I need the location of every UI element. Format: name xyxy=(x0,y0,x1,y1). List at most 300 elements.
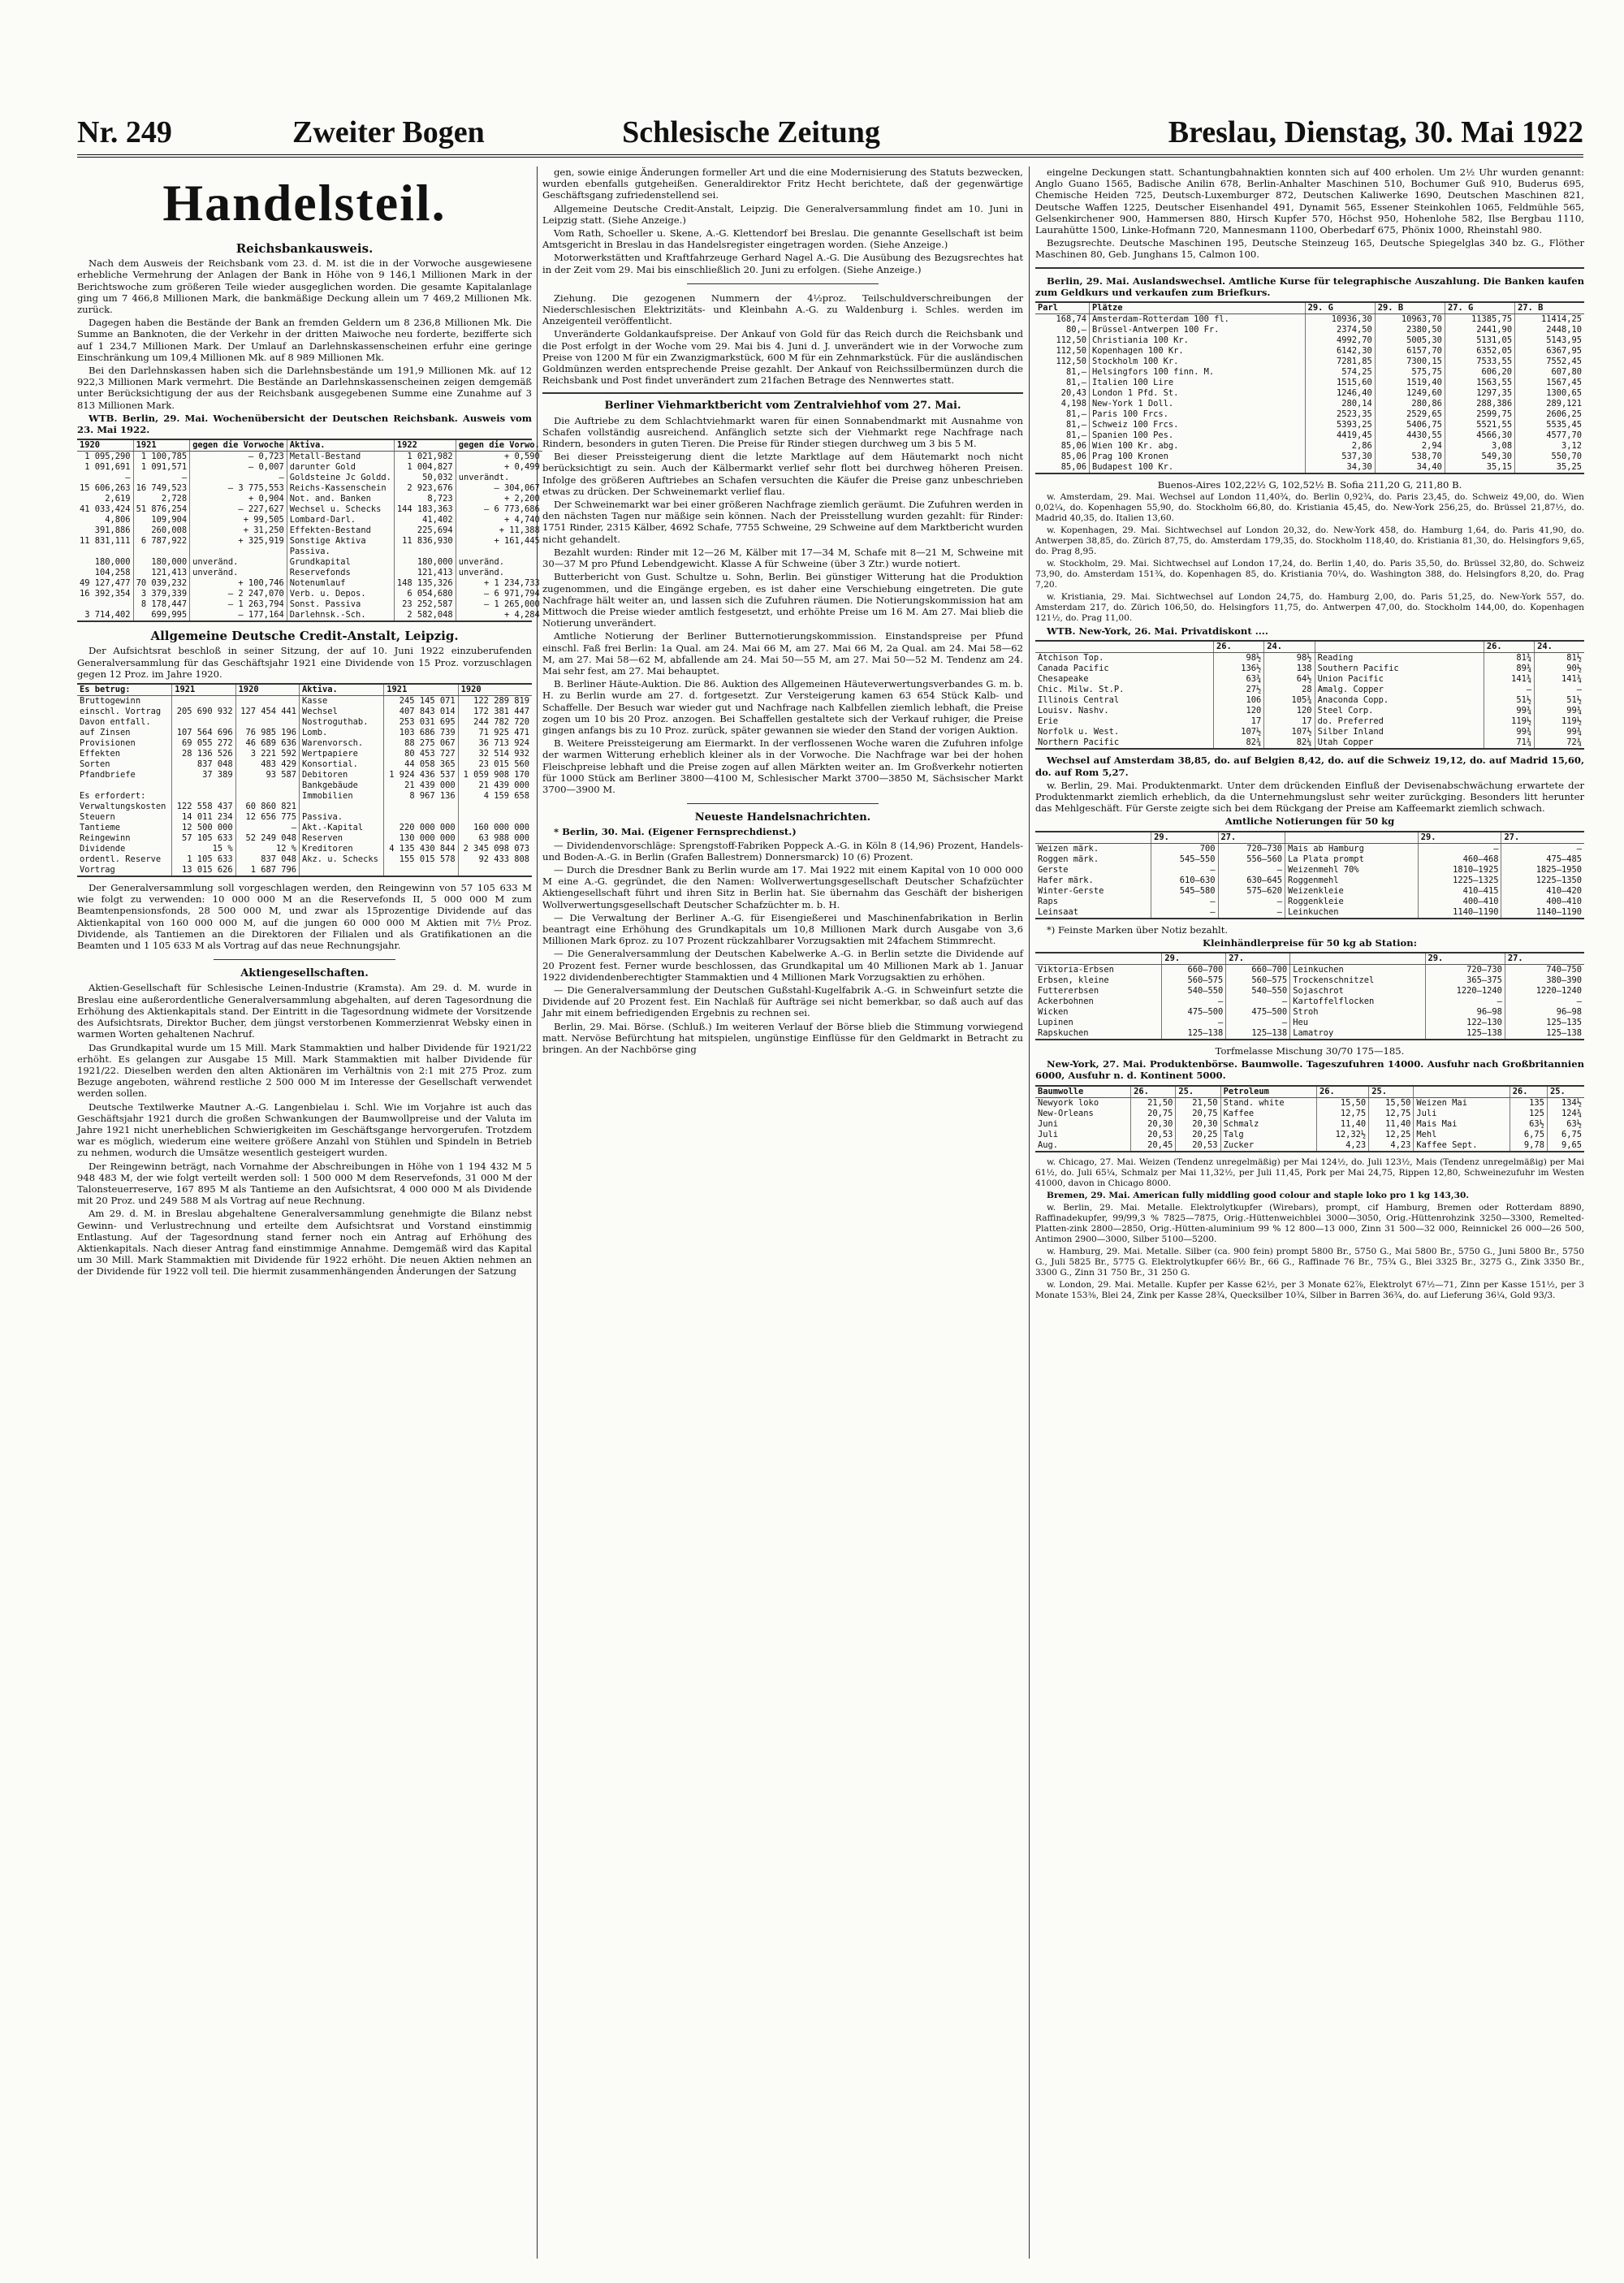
table-cell: + 100,746 xyxy=(190,578,287,589)
table-cell: Sonstige Aktiva xyxy=(287,536,394,547)
table-cell: 104,258 xyxy=(94,568,131,578)
table-cell: 12 500 000 xyxy=(172,823,235,833)
market-paragraph: w. Berlin, 29. Mai. Metalle. Elektrolytkupfer (Wirebars), prompt, cif Hamburg, Bremen oder Rotterdam 8890, Raffinadekupfer, 99/99,3 % 7825—7875, Orig.-Hüttenweichblei 3000—3050, Orig.-Hüttenrohzink 3250—3300, Remelted-Platten-zink 2800—2850, Orig.-Hütten-aluminium 99 % 12 800—13 000, Zinn 31 500—32 000, Reinnickel 26 000—26 500, Antimon 2900—3000, Silber 5100—5200. xyxy=(1035,1202,1584,1244)
table-cell: 5535,45 xyxy=(1515,420,1584,430)
table-cell: Warenvorsch. xyxy=(300,738,384,749)
table-row xyxy=(1035,986,1584,997)
table-cell: 124¾ xyxy=(1547,1109,1584,1119)
table-cell: 60 860 821 xyxy=(235,802,299,812)
table-cell: 71 925 471 xyxy=(458,728,532,738)
table-cell: Norfolk u. West. xyxy=(1038,727,1120,737)
table-cell: Stand. white xyxy=(1220,1097,1316,1109)
table-row xyxy=(1035,674,1584,685)
table-cell xyxy=(384,812,458,823)
table-cell: 99¾ xyxy=(1484,727,1534,737)
table-cell: 63¾ xyxy=(1213,674,1263,685)
table-header-row xyxy=(77,685,532,696)
table-cell: Budapest 100 Kr. xyxy=(1090,462,1306,473)
table-row xyxy=(1035,388,1584,399)
table-cell: 16 749,523 xyxy=(133,483,190,494)
table-cell: 1 095,290 xyxy=(84,452,131,462)
table-cell: Silber Inland xyxy=(1315,727,1484,737)
table-cell: 141¾ xyxy=(1484,674,1534,685)
table-cell: — xyxy=(133,473,190,483)
table-cell: 12 656 775 xyxy=(235,812,299,823)
table-cell: 125—135 xyxy=(1505,1018,1584,1028)
table-header-cell: 1921 xyxy=(133,440,190,452)
table-cell: 2523,35 xyxy=(1305,409,1375,420)
table-cell: 3 221 592 xyxy=(235,749,299,759)
bezugsrechte-paragraph: Bezugsrechte. Deutsche Maschinen 195, Deutsche Steinzeug 165, Deutsche Spiegelglas 340 bz. G., Flöther Maschinen 80, Geb. Junghans 15, Calmon 100. xyxy=(1035,237,1584,261)
table-cell: 85,06 xyxy=(1060,462,1087,473)
credit-heading: Allgemeine Deutsche Credit-Anstalt, Leipzig. xyxy=(150,629,459,644)
table-cell xyxy=(384,802,458,812)
table-cell: 407 843 014 xyxy=(384,707,458,717)
table-row xyxy=(1035,965,1584,976)
table-cell: + 0,499 xyxy=(456,462,542,473)
table-cell xyxy=(172,696,235,707)
table-cell: 36 713 924 xyxy=(458,738,532,749)
table-cell: 21 439 000 xyxy=(384,780,458,791)
table-cell: Weizen märk. xyxy=(1038,843,1099,854)
table-cell: 410—420 xyxy=(1501,886,1584,897)
table-cell: 6,75 xyxy=(1547,1130,1584,1140)
table-cell: 6,75 xyxy=(1510,1130,1547,1140)
table-cell xyxy=(458,865,532,876)
table-header-row xyxy=(1035,642,1584,653)
table-row xyxy=(1035,876,1584,886)
table-cell: — xyxy=(235,823,299,833)
table-cell: Newyork loko xyxy=(1038,1097,1099,1108)
table-cell: 4,806 xyxy=(105,515,131,525)
table-cell: 122—130 xyxy=(1425,1018,1505,1028)
table-cell: 90½ xyxy=(1535,664,1584,674)
table-cell: 109,904 xyxy=(133,515,190,525)
table-header-cell xyxy=(1035,953,1162,965)
separator xyxy=(542,392,1023,394)
table-row xyxy=(1035,1018,1584,1028)
table-header-cell: gegen die Vorwoche xyxy=(190,440,287,452)
table-cell xyxy=(172,780,235,791)
table-cell: + 1 234,733 xyxy=(456,578,542,589)
table-cell: Not. and. Banken xyxy=(287,494,394,504)
viehmarkt-paragraph: Bezahlt wurden: Rinder mit 12—26 M, Kälber mit 17—34 M, Schafe mit 8—21 M, Schweine mit 30—37 M pro Pfund Lebendgewicht. Klasse A für Schweine (über 3 Ztr.) wurde notiert. xyxy=(542,546,1023,570)
table-cell: 2 923,676 xyxy=(394,483,456,494)
table-cell: Zucker xyxy=(1220,1140,1316,1151)
table-cell: — xyxy=(125,473,131,483)
table-cell: 134½ xyxy=(1547,1097,1584,1109)
eier-paragraph: B. Weitere Preissteigerung am Eiermarkt. In der verflossenen Woche waren die Zufuhren infolge der warmen Witterung erheblich kleiner als in der Vorwoche. Die Nachfrage war bei der hohen Fleischpreise lebhaft und die Preise zogen auf allen Märkten weiter an. Im Großverkehr notierten für 1000 Stück am Berliner 3800—4100 M, Schlesischer Markt 3700—3850 M, Sächsischer Markt 3700—3900 M. xyxy=(542,737,1023,795)
table-cell: 28 xyxy=(1264,685,1315,695)
table-cell: Verwaltungskosten xyxy=(80,802,166,812)
market-paragraph: w. London, 29. Mai. Metalle. Kupfer per Kasse 62½, per 3 Monate 62⅞, Elektrolyt 67½—71, Zinn per Kasse 151½, per 3 Monate 153⅜, Blei 24, Zink per Kasse 28¾, Quecksilber 10¾, Silber in Barren 36¾, do. auf Lieferung 36¼, Gold 93/3. xyxy=(1035,1279,1584,1300)
table-cell: 475—485 xyxy=(1501,854,1584,865)
table-cell: Raps xyxy=(1038,896,1059,906)
table-cell: 720—730 xyxy=(1425,965,1505,976)
table-cell: Schweiz 100 Frcs. xyxy=(1090,420,1306,430)
table-header-cell: Es betrug: xyxy=(77,685,172,696)
table-row xyxy=(77,780,532,791)
table-cell: 81¾ xyxy=(1484,653,1534,664)
table-cell: Union Pacific xyxy=(1315,674,1484,685)
table-cell: — xyxy=(1151,865,1218,876)
table-row xyxy=(1035,1007,1584,1018)
table-cell: 540—550 xyxy=(1162,986,1226,997)
viehmarkt-paragraph: Der Schweinemarkt war bei einer größeren Nachfrage ziemlich geräumt. Die Zufuhren werden in den nächsten Tagen nur mäßige sein können. Nach der Preisstellung wurden gezahlt: für Rinder: 1751 Rinder, 2315 Kälber, 4692 Schafe, 7755 Schweine, 29 Schweine auf dem Marktbericht wurden nicht gehandelt. xyxy=(542,499,1023,545)
table-cell: Futtererbsen xyxy=(1038,986,1099,997)
table-cell: — xyxy=(1151,907,1218,918)
table-row xyxy=(77,854,532,865)
table-cell: 4,198 xyxy=(1060,399,1087,409)
table-cell: 220 000 000 xyxy=(384,823,458,833)
table-cell: 107½ xyxy=(1213,727,1263,737)
table-cell: Weizenkleie xyxy=(1285,886,1418,897)
table-cell: 125 xyxy=(1510,1109,1547,1119)
table-header-cell: Parl xyxy=(1035,303,1090,314)
table-cell: 574,25 xyxy=(1305,367,1375,378)
table-row xyxy=(77,770,532,780)
table-cell: 23 015 560 xyxy=(458,759,532,770)
newyork-wechsel: Wechsel auf Amsterdam 38,85, do. auf Belgien 8,42, do. auf die Schweiz 19,12, do. auf Madrid 15,60, do. auf Rom 5,27. xyxy=(1035,755,1584,778)
table-cell: 4,23 xyxy=(1316,1140,1368,1151)
table-cell: 125—138 xyxy=(1226,1028,1290,1039)
table-cell: — 0,723 xyxy=(190,452,287,463)
table-row xyxy=(77,833,532,844)
table-row xyxy=(1035,346,1584,357)
table-row xyxy=(77,589,542,599)
table-cell: + 4,284 xyxy=(456,610,542,620)
column-1 xyxy=(77,166,540,2259)
table-cell: 37 389 xyxy=(172,770,235,780)
table-cell: 1567,45 xyxy=(1515,378,1584,388)
table-cell: Schmalz xyxy=(1220,1119,1316,1130)
table-header-cell: Baumwolle xyxy=(1035,1087,1131,1098)
table-header-cell: 27. G xyxy=(1445,303,1514,314)
table-cell: 2,94 xyxy=(1375,441,1445,452)
table-cell: 51½ xyxy=(1535,695,1584,706)
newyork-heading: WTB. New-York, 26. Mai. Privatdiskont .... xyxy=(1047,625,1268,638)
newyork-table xyxy=(1035,642,1584,748)
table-cell: 12,75 xyxy=(1316,1109,1368,1119)
table-cell: unveränd. xyxy=(456,568,542,578)
table-header-cell: 1921 xyxy=(172,685,235,696)
table-cell: Heu xyxy=(1290,1018,1425,1028)
table-cell: Kaffee xyxy=(1220,1109,1316,1119)
table-cell: 244 782 720 xyxy=(458,717,532,728)
table-cell: 119½ xyxy=(1535,716,1584,727)
table-header-cell: Plätze xyxy=(1090,303,1306,314)
table-cell: Wicken xyxy=(1038,1007,1069,1018)
table-cell: 720—730 xyxy=(1218,843,1285,854)
table-row xyxy=(1035,462,1584,473)
table-cell xyxy=(235,696,299,707)
table-cell: 11414,25 xyxy=(1515,314,1584,326)
table-row xyxy=(77,547,542,557)
table-header-row xyxy=(1035,953,1584,965)
table-cell: Es erfordert: xyxy=(80,791,146,802)
auslandswechsel-table xyxy=(1035,303,1584,473)
table-cell: — xyxy=(1162,997,1226,1007)
table-cell: Verb. u. Depos. xyxy=(287,589,394,599)
fx-paragraph: w. Kopenhagen, 29. Mai. Sichtwechsel auf London 20,32, do. New-York 458, do. Hamburg 1,64, do. Paris 41,90, do. Antwerpen 38,85, do. Zürich 87,75, do. Amsterdam 179,35, do. Stockholm 118,40, do. Kristiania 81,30, do. Helsingfors 9,65, do. Prag 8,95. xyxy=(1035,525,1584,557)
aktien-heading: Aktiengesellschaften. xyxy=(240,967,369,980)
table-cell: Tantieme xyxy=(80,823,121,833)
table-cell: 70 039,232 xyxy=(133,578,190,589)
table-cell: 289,121 xyxy=(1515,399,1584,409)
table-cell: — xyxy=(1162,1018,1226,1028)
table-cell: 1220—1240 xyxy=(1505,986,1584,997)
table-cell: Mais ab Hamburg xyxy=(1285,843,1418,854)
notierungen-heading: Amtliche Notierungen für 50 kg xyxy=(1224,815,1395,828)
table-cell: 35,15 xyxy=(1445,462,1514,473)
table-row xyxy=(1035,865,1584,876)
table-cell: 610—630 xyxy=(1151,876,1218,886)
table-header-cell: 29. xyxy=(1162,953,1226,965)
table-row xyxy=(1035,1028,1584,1039)
reichsbank-paragraph: Dagegen haben die Bestände der Bank an fremden Geldern um 8 236,8 Millionen Mk. Die Summe an Banknoten, die der Verkehr in der dritten Maiwoche neu forderte, bezifferte sich auf 1 234,7 Millionen Mark. Der Umlauf an Darlehnskassenscheinen erfuhr eine geringe Einschränkung um 109,4 Millionen Mk. auf 8 989 Millionen Mk. xyxy=(77,317,532,363)
table-cell: 34,40 xyxy=(1375,462,1445,473)
table-cell: 20,30 xyxy=(1176,1119,1220,1130)
table-cell: Juni xyxy=(1038,1118,1059,1129)
market-paragraph: Bremen, 29. Mai. American fully middling good colour and staple loko pro 1 kg 143,30. xyxy=(1047,1190,1470,1200)
table-cell: 475—500 xyxy=(1226,1007,1290,1018)
news-paragraph: Allgemeine Deutsche Credit-Anstalt, Leipzig. Die Generalversammlung findet am 10. Juni in Leipzig statt. (Siehe Anzeige.) xyxy=(542,202,1023,226)
table-row xyxy=(1035,897,1584,907)
table-cell: 1 924 436 537 xyxy=(384,770,458,780)
table-cell: 112,50 xyxy=(1056,346,1087,357)
table-cell: 6 787,922 xyxy=(133,536,190,547)
table-cell: 112,50 xyxy=(1056,335,1087,346)
table-cell: 12,32½ xyxy=(1316,1130,1368,1140)
table-cell: Metall-Bestand xyxy=(287,452,394,463)
table-row xyxy=(1035,409,1584,420)
table-cell: Lomb. xyxy=(300,728,384,738)
table-cell: 11385,75 xyxy=(1445,314,1514,326)
market-paragraph: w. Hamburg, 29. Mai. Metalle. Silber (ca. 900 fein) prompt 5800 Br., 5750 G., Mai 5800 Br., 5750 G., Juni 5800 Br., 5750 G., Juli 5825 Br., 5775 G. Elektrolytkupfer 66½ Br., 66 G., Raffinade 76 Br., 75¾ G., Blei 3325 Br., 3275 G., Zink 3350 Br., 3300 G., Zinn 31 750 Br., 31 250 G. xyxy=(1035,1246,1584,1278)
table-cell: 11 831,111 xyxy=(80,536,131,547)
table-cell: — 0,007 xyxy=(190,462,287,473)
table-cell: + 0,904 xyxy=(190,494,287,504)
table-row xyxy=(77,578,542,589)
table-cell: 560—575 xyxy=(1162,975,1226,986)
table-cell: Sorten xyxy=(80,759,110,770)
table-cell: 1563,55 xyxy=(1445,378,1514,388)
credit-table-box xyxy=(77,683,532,877)
table-cell: 5521,55 xyxy=(1445,420,1514,430)
table-cell: do. Preferred xyxy=(1315,716,1484,727)
table-cell: 545—550 xyxy=(1151,854,1218,865)
table-cell: 12,25 xyxy=(1369,1130,1414,1140)
table-cell: Passiva. xyxy=(300,812,384,823)
boerse-continued: eingelne Deckungen statt. Schantungbahnaktien konnten sich auf 400 erholen. Um 2½ Uhr wurden genannt: Anglo Guano 1565, Badische Anilin 678, Berlin-Anhalter Maschinen 510, Bochumer Guß 910, Buderus 695, Chemische Heiden 725, Deutsch-Luxemburger 872, Deutschen Kaliwerke 1690, Deutschen Maschinen 821, Deutsche Waffen 1225, Deutscher Eisenhandel 491, Dynamit 565, Essener Steinkohlen 1065, Feldmühle 565, Gelsenkirchener 900, Hammersen 880, Hirsch Kupfer 570, Höchst 950, Hohenlohe 582, Ilse Bergbau 1110, Laurahütte 1500, Linke-Hofmann 720, Mannesmann 1100, Oberbedarf 675, Phönix 1000, Rheinstahl 980. xyxy=(1035,166,1584,236)
table-cell: Juli xyxy=(1414,1109,1510,1119)
table-row xyxy=(1035,695,1584,706)
table-cell: 107½ xyxy=(1264,727,1315,737)
table-cell: Amsterdam-Rotterdam 100 fl. xyxy=(1090,314,1306,326)
newyork-table-box xyxy=(1035,640,1584,750)
table-cell: 12,75 xyxy=(1369,1109,1414,1119)
feinste-note: *) Feinste Marken über Notiz bezahlt. xyxy=(1047,923,1229,936)
credit-paragraph-2: Der Generalversammlung soll vorgeschlagen werden, den Reingewinn von 57 105 633 M wie folgt zu verwenden: 10 000 000 M an die Reservefonds II, 5 000 000 M zum Beamtenpensionsfonds, 28 500 000 M, und zwar als 15prozentige Dividende auf das Aktienkapital von 160 000 000 M, auf die jungen 60 000 000 M Aktien mit 7½ Proz. Dividende, als Tantiemen an die Direktoren der Filialen und als Gratifikationen an die Beamten und 1 105 633 M als Vortrag auf das neue Rechnungsjahr. xyxy=(77,882,532,952)
table-cell: Anaconda Copp. xyxy=(1315,695,1484,706)
table-row xyxy=(1035,843,1584,854)
table-cell: Dividende xyxy=(80,844,126,854)
neueste-paragraph: — Die Verwaltung der Berliner A.-G. für Eisengießerei und Maschinenfabrikation in Berlin beantragt eine Erhöhung des Grundkapitals um 10,8 Millionen Mark durch Ausgabe von 3,6 Millionen Mark 6proz. zu 107 Prozent rückzahlbarer Vorzugsaktien mit 24fachem Stimmrecht. xyxy=(542,911,1023,947)
table-cell: Grundkapital xyxy=(287,557,394,568)
table-row xyxy=(1035,399,1584,409)
table-row xyxy=(77,525,542,536)
separator xyxy=(687,803,879,804)
table-cell: 121,413 xyxy=(394,568,456,578)
neueste-subheading: * Berlin, 30. Mai. (Eigener Fernsprechdienst.) xyxy=(554,826,797,838)
produkten-paragraph: w. Berlin, 29. Mai. Produktenmarkt. Unter dem drückenden Einfluß der Devisenabschwächung erwartete der Produktenmarkt ziemlich erheblich, da die Unternehmungslust sehr weiter zurückging. Besonders litt herunter das Mehlgeschäft. Für Gerste zeigte sich bei dem Rückgang der Preise am Kaffeemarkt ziemlich schwach. xyxy=(1035,779,1584,815)
table-cell: 112,50 xyxy=(1056,357,1087,367)
table-header-row xyxy=(1035,832,1584,844)
table-cell: 2 345 098 073 xyxy=(458,844,532,854)
table-cell xyxy=(384,865,458,876)
table-cell: Kartoffelflocken xyxy=(1290,997,1425,1007)
table-cell: 76 985 196 xyxy=(235,728,299,738)
table-header-cell: 1922 xyxy=(394,440,456,452)
table-header-cell: 1921 xyxy=(384,685,458,696)
table-row xyxy=(77,610,542,620)
table-cell: 1249,60 xyxy=(1375,388,1445,399)
table-cell: 1 687 796 xyxy=(235,865,299,876)
news-paragraph: Ziehung. Die gezogenen Nummern der 4½proz. Teilschuldverschreibungen der Niederschlesischen Elektrizitäts- und Kleinbahn A.-G. zu Waldenburg i. Schles. werden im Anzeigenteil veröffentlicht. xyxy=(542,292,1023,327)
table-cell: Leinkuchen xyxy=(1290,965,1425,976)
table-cell: 14 011 234 xyxy=(172,812,235,823)
table-cell: 63½ xyxy=(1510,1119,1547,1130)
table-row xyxy=(77,844,532,854)
table-cell: — xyxy=(190,473,287,483)
table-cell: 1 004,827 xyxy=(394,462,456,473)
table-cell: Lombard-Darl. xyxy=(287,515,394,525)
table-row xyxy=(1035,886,1584,897)
table-cell: 7281,85 xyxy=(1305,357,1375,367)
table-cell: 125—138 xyxy=(1425,1028,1505,1039)
table-cell: 89¾ xyxy=(1484,664,1534,674)
table-cell: 41,402 xyxy=(394,515,456,525)
table-row xyxy=(77,802,532,812)
table-cell: 96—98 xyxy=(1425,1007,1505,1018)
table-cell: 1 100,785 xyxy=(133,452,190,463)
table-cell: Trockenschnitzel xyxy=(1290,975,1425,986)
table-cell: 180,000 xyxy=(394,557,456,568)
table-header-cell: 29. B xyxy=(1375,303,1445,314)
table-header-cell: 29. G xyxy=(1305,303,1375,314)
table-row xyxy=(77,823,532,833)
table-cell: Weizen Mai xyxy=(1414,1097,1510,1109)
table-cell: 6367,95 xyxy=(1515,346,1584,357)
aktien-paragraph: Aktien-Gesellschaft für Schlesische Leinen-Industrie (Kramsta). Am 29. d. M. wurde in Breslau eine außerordentliche Generalversammlung abgehalten, auf deren Tagesordnung die Erhöhung des Aktienkapitals stand. Der Eintritt in die Tagesordnung widmete der Vorsitzende des Aufsichtsrats, Direktor Bucher, dem jüngst verstorbenen Kommerzienrat Websky einen in warmen Worten gehaltenen Nachruf. xyxy=(77,982,532,1040)
fx-paragraph: w. Kristiania, 29. Mai. Sichtwechsel auf London 24,75, do. Hamburg 2,00, do. Paris 51,25, do. New-York 557, do. Amsterdam 217, do. Zürich 106,50, do. Helsingfors 11,75, do. Antwerpen 47,00, do. Stockholm 144,00, do. Kopenhagen 121½, do. Prag 11,00. xyxy=(1035,592,1584,624)
table-cell: 410—415 xyxy=(1418,886,1501,897)
table-row xyxy=(1035,430,1584,441)
table-cell: + 99,505 xyxy=(190,515,287,525)
table-cell: — xyxy=(1151,897,1218,907)
table-row xyxy=(77,812,532,823)
table-cell: 10936,30 xyxy=(1305,314,1375,326)
news-paragraph: Unveränderte Goldankaufspreise. Der Ankauf von Gold für das Reich durch die Reichsbank und die Post erfolgt in der Woche vom 29. Mai bis 4. Juni d. J. unverändert wie in der Vorwoche zum Preise von 1200 M für ein Zwanzigmarkstück, 600 M für ein Zehnmarkstück. Für die ausländischen Goldmünzen werden entsprechende Preise gezahlt. Der Ankauf von Reichssilbermünzen durch die Reichsbank und Post findet unverändert zum 21fachen Betrage des Nennwertes statt. xyxy=(542,328,1023,387)
neueste-paragraph: — Dividendenvorschläge: Sprengstoff-Fabriken Poppeck A.-G. in Köln 8 (14,96) Prozent, Handels- und Boden-A.-G. in Berlin (Grafen Ballestrem) Donnersmarck) 10 (6) Prozent. xyxy=(542,839,1023,863)
table-header-cell: Aktiva. xyxy=(300,685,384,696)
table-header-cell xyxy=(1035,642,1213,653)
table-cell: London 1 Pfd. St. xyxy=(1090,388,1306,399)
table-row xyxy=(77,536,542,547)
table-cell: Wechsel xyxy=(300,707,384,717)
table-cell: Kaffee Sept. xyxy=(1414,1140,1510,1151)
column-rule-2 xyxy=(1029,166,1030,2259)
table-header-row xyxy=(77,440,542,452)
table-cell: Weizenmehl 70% xyxy=(1285,865,1418,876)
table-cell: 93 587 xyxy=(235,770,299,780)
table-cell: 1 091,571 xyxy=(133,462,190,473)
neueste-heading: Neueste Handelsnachrichten. xyxy=(694,811,871,824)
table-cell xyxy=(77,599,133,610)
table-row xyxy=(77,462,542,473)
table-cell: unveränd. xyxy=(190,568,287,578)
table-row xyxy=(77,494,542,504)
table-row xyxy=(1035,664,1584,674)
table-cell: 1140—1190 xyxy=(1501,907,1584,918)
table-cell: 837 048 xyxy=(172,759,235,770)
table-cell: New-Orleans xyxy=(1038,1108,1094,1118)
table-cell: Darlehnsk.-Sch. xyxy=(287,610,394,620)
table-cell: 20,30 xyxy=(1131,1119,1176,1130)
table-cell: 400—410 xyxy=(1501,897,1584,907)
table-cell: 15 % xyxy=(172,844,235,854)
table-cell: Roggenmehl xyxy=(1285,876,1418,886)
table-cell: Stroh xyxy=(1290,1007,1425,1018)
grain-table-box xyxy=(1035,831,1584,919)
table-cell: Talg xyxy=(1220,1130,1316,1140)
issue-number: Nr. 249 xyxy=(77,115,172,149)
table-header-cell: 29. xyxy=(1425,953,1505,965)
table-cell: Chic. Milw. St.P. xyxy=(1038,685,1125,695)
table-cell: 135 xyxy=(1510,1097,1547,1109)
table-row xyxy=(77,749,532,759)
table-row xyxy=(1035,653,1584,664)
table-header-cell: 24. xyxy=(1264,642,1315,653)
table-cell: Roggen märk. xyxy=(1038,854,1099,864)
table-cell: Winter-Gerste xyxy=(1038,885,1104,896)
table-row xyxy=(77,759,532,770)
table-cell: Northern Pacific xyxy=(1038,737,1120,748)
table-cell: Steuern xyxy=(80,812,115,823)
table-cell: 1519,40 xyxy=(1375,378,1445,388)
table-cell: 51½ xyxy=(1484,695,1534,706)
table-cell: 127 454 441 xyxy=(235,707,299,717)
table-cell: 81,— xyxy=(1065,409,1087,420)
table-row xyxy=(1035,685,1584,695)
table-cell: — xyxy=(1226,997,1290,1007)
table-cell: Italien 100 Lire xyxy=(1090,378,1306,388)
table-cell: Reservefonds xyxy=(287,568,394,578)
table-cell: Louisv. Nashv. xyxy=(1038,706,1109,716)
table-cell: 2,86 xyxy=(1305,441,1375,452)
aktien-paragraph: Am 29. d. M. in Breslau abgehaltene Generalversammlung genehmigte die Bilanz nebst Gewinn- und Verlustrechnung und erteilte dem Aufsichtsrat und Vorstand einstimmig Entlastung. Auf der Tagesordnung stand ferner noch ein Antrag auf Erhöhung des Aktienkapitals. Nach dieser Antrag fand einstimmige Annahme. Demgemäß wird das Kapital um 30 Mill. Mark Stammaktien mit Dividende für 1922 erhöht. Die neuen Aktien nehmen an der Dividende für 1922 voll teil. Die hiermit zusammenhängenden Änderungen der Satzung xyxy=(77,1208,532,1278)
table-cell xyxy=(300,865,384,876)
edition-label: Zweiter Bogen xyxy=(292,115,485,149)
table-cell: Juli xyxy=(1038,1129,1059,1139)
table-cell: 136½ xyxy=(1213,664,1263,674)
table-row xyxy=(77,707,532,717)
table-cell: 21,50 xyxy=(1131,1097,1176,1109)
dateline: Breslau, Dienstag, 30. Mai 1922 xyxy=(1168,115,1583,149)
table-row xyxy=(77,696,532,707)
reichsbank-table xyxy=(77,440,542,620)
table-row xyxy=(77,717,532,728)
